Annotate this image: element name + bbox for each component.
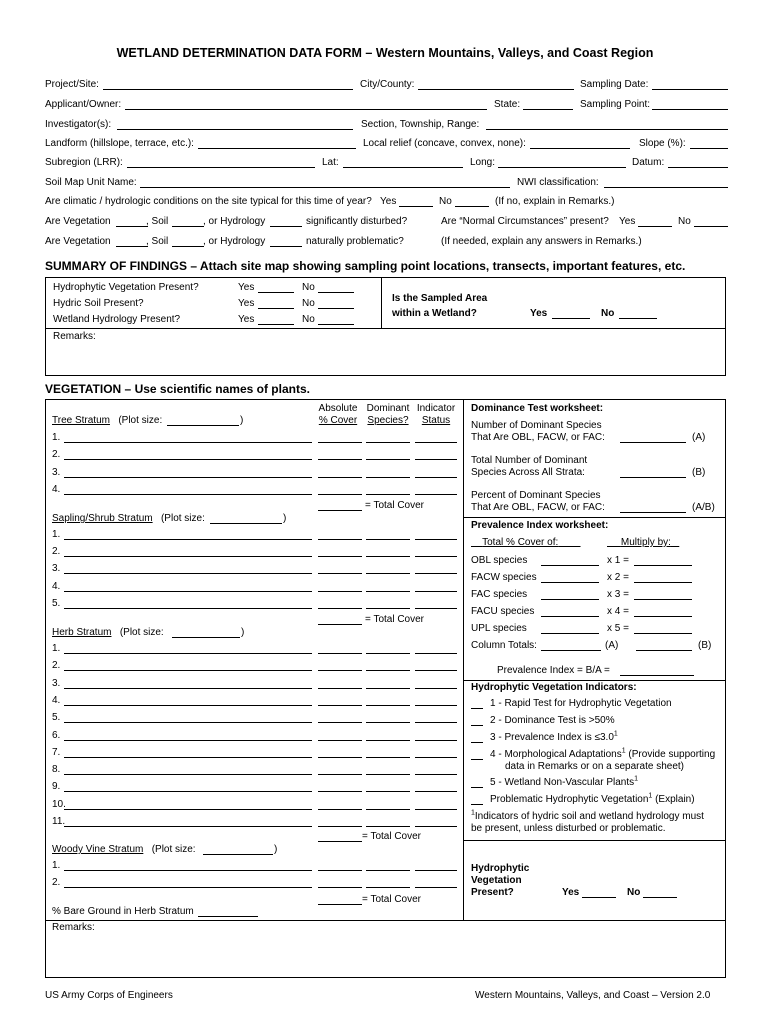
dominance-c-tag: (A/B) <box>692 502 715 513</box>
herb-row-number: 7. <box>52 747 61 758</box>
herb-row-number: 9. <box>52 781 61 792</box>
hydrology-label: , or Hydrology <box>203 216 266 227</box>
sapling-plot-size-field[interactable] <box>210 523 282 524</box>
herb-species-name-field[interactable] <box>64 722 312 723</box>
landform-field[interactable] <box>198 148 356 149</box>
sapling-indicator-status-field[interactable] <box>415 573 457 574</box>
herb-dominant-field[interactable] <box>366 740 410 741</box>
dominance-c-field[interactable] <box>620 512 686 513</box>
soil-disturbed-field[interactable] <box>172 226 204 227</box>
herb-total-cover-label: = Total Cover <box>362 831 422 842</box>
indicator-3-checkbox[interactable] <box>471 742 483 743</box>
city-county-field[interactable] <box>418 89 574 90</box>
hydrology-label-2: , or Hydrology <box>203 236 266 247</box>
dominance-divider <box>463 517 726 518</box>
prevalence-divider <box>463 680 726 681</box>
hydro-present-l1: Hydrophytic <box>471 863 530 874</box>
tree-plot-size-field[interactable] <box>167 425 239 426</box>
prevalence-multiplier-label: x 1 = <box>607 555 629 566</box>
sapling-species-name-field[interactable] <box>64 573 312 574</box>
sampling-point-field[interactable] <box>652 109 728 110</box>
hydro-veg-no-label: No <box>302 282 315 293</box>
sampled-area-label-2: within a Wetland? <box>392 308 477 319</box>
hydro-present-l3: Present? <box>471 887 514 898</box>
herb-dominant-field[interactable] <box>366 688 410 689</box>
prevalence-multiplier-label: x 2 = <box>607 572 629 583</box>
col-dominant-2: Species? <box>367 415 409 426</box>
project-site-field[interactable] <box>103 89 353 90</box>
sampled-yes-label: Yes <box>530 308 548 319</box>
tree-total-cover-field[interactable] <box>318 510 362 511</box>
prevalence-product-field[interactable] <box>634 582 692 583</box>
woody-plot-size-field[interactable] <box>203 854 273 855</box>
datum-field[interactable] <box>668 167 728 168</box>
herb-indicator-status-field[interactable] <box>415 722 457 723</box>
sapling-absolute-cover-field[interactable] <box>318 591 362 592</box>
tree-species-name-field[interactable] <box>64 494 312 495</box>
indicator-5-label: 5 - Wetland Non-Vascular Plants$^1$ <box>490 775 639 788</box>
column-total-b-field[interactable] <box>636 650 692 651</box>
soil-problematic-field[interactable] <box>172 246 204 247</box>
sapling-species-name-field[interactable] <box>64 608 312 609</box>
sig-disturbed-label: significantly disturbed? <box>306 216 408 227</box>
summary-remarks-label: Remarks: <box>53 331 96 342</box>
sapling-row-number: 4. <box>52 581 61 592</box>
sapling-dominant-field[interactable] <box>366 591 410 592</box>
herb-dominant-field[interactable] <box>366 670 410 671</box>
tree-absolute-cover-field[interactable] <box>318 459 362 460</box>
sapling-absolute-cover-field[interactable] <box>318 608 362 609</box>
climatic-no-label: No <box>439 196 452 207</box>
nwi-label: NWI classification: <box>517 177 599 188</box>
woody-dominant-field[interactable] <box>366 870 410 871</box>
indicator-4-checkbox[interactable] <box>471 759 483 760</box>
hydric-soil-label: Hydric Soil Present? <box>53 298 144 309</box>
prevalence-multiplier-label: x 3 = <box>607 589 629 600</box>
dominance-c-label-1: Percent of Dominant Species <box>471 490 601 501</box>
wetland-hydro-yes-field[interactable] <box>258 324 294 325</box>
tree-row-number: 2. <box>52 449 61 460</box>
indicator-6-checkbox[interactable] <box>471 804 483 805</box>
prevalence-product-field[interactable] <box>634 599 692 600</box>
are-vegetation-label: Are Vegetation <box>45 216 111 227</box>
soil-map-label: Soil Map Unit Name: <box>45 177 137 188</box>
project-site-label: Project/Site: <box>45 79 99 90</box>
herb-absolute-cover-field[interactable] <box>318 791 362 792</box>
normal-no-label: No <box>678 216 691 227</box>
hydro-present-yes-field[interactable] <box>582 897 616 898</box>
woody-species-name-field[interactable] <box>64 887 312 888</box>
wetland-hydro-yes-label: Yes <box>238 314 255 325</box>
woody-absolute-cover-field[interactable] <box>318 887 362 888</box>
prevalence-product-field[interactable] <box>634 633 692 634</box>
datum-label: Datum: <box>632 157 665 168</box>
woody-indicator-status-field[interactable] <box>415 870 457 871</box>
prevalence-heading: Prevalence Index worksheet: <box>471 520 609 531</box>
prevalence-row-label: FACW species <box>471 572 537 583</box>
bare-ground-field[interactable] <box>198 916 258 917</box>
vegetation-vdivider <box>463 399 464 920</box>
sapling-dominant-field[interactable] <box>366 608 410 609</box>
city-county-label: City/County: <box>360 79 415 90</box>
hydric-soil-no-field[interactable] <box>318 308 354 309</box>
herb-absolute-cover-field[interactable] <box>318 670 362 671</box>
herb-species-name-field[interactable] <box>64 653 312 654</box>
indicator-2-label: 2 - Dominance Test is >50% <box>490 715 615 726</box>
indicator-1-label: 1 - Rapid Test for Hydrophytic Vegetation <box>490 698 672 709</box>
tree-dominant-field[interactable] <box>366 442 410 443</box>
if-no-note: (If no, explain in Remarks.) <box>495 196 615 207</box>
sapling-species-name-field[interactable] <box>64 591 312 592</box>
tree-absolute-cover-field[interactable] <box>318 494 362 495</box>
herb-indicator-status-field[interactable] <box>415 705 457 706</box>
summary-divider <box>45 328 726 329</box>
col-absolute-2: % Cover <box>318 415 358 426</box>
wetland-hydro-label: Wetland Hydrology Present? <box>53 314 181 325</box>
herb-species-name-field[interactable] <box>64 705 312 706</box>
herb-plot-close: ) <box>241 627 245 638</box>
hydro-present-no-field[interactable] <box>643 897 677 898</box>
applicant-owner-field[interactable] <box>125 109 487 110</box>
indicator-6-label: Problematic Hydrophytic Vegetation$^1$ (Explain) <box>490 792 695 805</box>
sapling-absolute-cover-field[interactable] <box>318 556 362 557</box>
herb-dominant-field[interactable] <box>366 705 410 706</box>
indicators-heading: Hydrophytic Vegetation Indicators: <box>471 682 637 693</box>
state-label: State: <box>494 99 521 110</box>
herb-row-number: 11. <box>52 816 66 827</box>
herb-dominant-field[interactable] <box>366 757 410 758</box>
vegetation-remarks-divider <box>45 920 726 921</box>
woody-stratum-header: Woody Vine Stratum (Plot size: <box>52 844 196 855</box>
herb-row-number: 5. <box>52 712 61 723</box>
column-total-a-tag: (A) <box>605 640 619 651</box>
hydro-present-no-label: No <box>627 887 641 898</box>
indicator-1-checkbox[interactable] <box>471 708 483 709</box>
hydro-veg-label: Hydrophytic Vegetation Present? <box>53 282 199 293</box>
vegetation-heading: VEGETATION – Use scientific names of plants. <box>45 382 310 396</box>
tree-dominant-field[interactable] <box>366 477 410 478</box>
normal-no-field[interactable] <box>694 226 728 227</box>
dominance-b-label-2: Species Across All Strata: <box>471 467 585 478</box>
herb-species-name-field[interactable] <box>64 688 312 689</box>
herb-species-name-field[interactable] <box>64 757 312 758</box>
column-total-b-tag: (B) <box>698 640 712 651</box>
wetland-hydro-no-label: No <box>302 314 315 325</box>
lat-field[interactable] <box>343 167 463 168</box>
prevalence-index-field[interactable] <box>620 675 694 676</box>
sampled-no-label: No <box>601 308 615 319</box>
sapling-plot-close: ) <box>283 513 287 524</box>
dominance-a-label-2: That Are OBL, FACW, or FAC: <box>471 432 605 443</box>
are-vegetation-label-2: Are Vegetation <box>45 236 111 247</box>
indicator-note-2: be present, unless disturbed or problematic. <box>471 823 666 834</box>
tree-row-number: 4. <box>52 484 61 495</box>
tree-absolute-cover-field[interactable] <box>318 442 362 443</box>
herb-row-number: 6. <box>52 730 61 741</box>
woody-total-cover-field[interactable] <box>318 904 362 905</box>
nwi-field[interactable] <box>604 187 728 188</box>
indicator-5-checkbox[interactable] <box>471 787 483 788</box>
prevalence-total-cover-header: Total % Cover of: <box>482 537 559 548</box>
sapling-total-cover-field[interactable] <box>318 624 362 625</box>
climatic-no-field[interactable] <box>455 206 489 207</box>
indicators-divider <box>463 840 726 841</box>
woody-dominant-field[interactable] <box>366 887 410 888</box>
state-field[interactable] <box>523 109 573 110</box>
footer-left: US Army Corps of Engineers <box>45 990 173 1001</box>
prevalence-multiplier-label: x 4 = <box>607 606 629 617</box>
tree-indicator-status-field[interactable] <box>415 477 457 478</box>
herb-absolute-cover-field[interactable] <box>318 653 362 654</box>
herb-indicator-status-field[interactable] <box>415 757 457 758</box>
indicator-4-label-2: data in Remarks or on a separate sheet) <box>505 761 684 772</box>
climatic-question: Are climatic / hydrologic conditions on the site typical for this time of year? <box>45 196 372 207</box>
tree-plot-close: ) <box>240 415 244 426</box>
tree-row-number: 3. <box>52 467 61 478</box>
tree-indicator-status-field[interactable] <box>415 494 457 495</box>
column-total-a-field[interactable] <box>541 650 601 651</box>
summary-heading: SUMMARY OF FINDINGS – Attach site map showing sampling point locations, transects, important features, etc. <box>45 259 686 273</box>
herb-row-number: 10. <box>52 799 66 810</box>
herb-stratum-header: Herb Stratum (Plot size: <box>52 627 164 638</box>
woody-row-number: 1. <box>52 860 61 871</box>
herb-indicator-status-field[interactable] <box>415 653 457 654</box>
sapling-total-cover-label: = Total Cover <box>365 614 425 625</box>
soil-label-2: , Soil <box>146 236 169 247</box>
dominance-b-field[interactable] <box>620 477 686 478</box>
herb-plot-size-field[interactable] <box>172 637 240 638</box>
herb-indicator-status-field[interactable] <box>415 688 457 689</box>
normal-yes-label: Yes <box>619 216 636 227</box>
dominance-a-tag: (A) <box>692 432 706 443</box>
tree-indicator-status-field[interactable] <box>415 459 457 460</box>
if-needed-note: (If needed, explain any answers in Remarks.) <box>441 236 642 247</box>
dominance-heading: Dominance Test worksheet: <box>471 403 604 414</box>
sapling-indicator-status-field[interactable] <box>415 608 457 609</box>
herb-row-number: 3. <box>52 678 61 689</box>
prevalence-cover-field[interactable] <box>541 565 599 566</box>
dominance-a-field[interactable] <box>620 442 686 443</box>
woody-plot-close: ) <box>274 844 278 855</box>
section-field[interactable] <box>486 129 728 130</box>
sampling-date-field[interactable] <box>652 89 728 90</box>
sapling-dominant-field[interactable] <box>366 573 410 574</box>
long-field[interactable] <box>498 167 626 168</box>
prevalence-multiplier-label: x 5 = <box>607 623 629 634</box>
sampling-date-label: Sampling Date: <box>580 79 649 90</box>
long-label: Long: <box>470 157 496 168</box>
applicant-owner-label: Applicant/Owner: <box>45 99 122 110</box>
form-title: WETLAND DETERMINATION DATA FORM – Western Mountains, Valleys, and Coast Region <box>116 46 654 60</box>
lat-label: Lat: <box>322 157 339 168</box>
indicator-note-1: $^1$Indicators of hydric soil and wetland hydrology must <box>471 809 704 822</box>
sapling-indicator-status-field[interactable] <box>415 591 457 592</box>
herb-indicator-status-field[interactable] <box>415 826 457 827</box>
prevalence-product-field[interactable] <box>634 616 692 617</box>
soil-label: , Soil <box>146 216 169 227</box>
prevalence-multiply-header: Multiply by: <box>620 537 671 548</box>
climatic-yes-label: Yes <box>380 196 397 207</box>
herb-dominant-field[interactable] <box>366 653 410 654</box>
dominance-c-label-2: That Are OBL, FACW, or FAC: <box>471 502 605 513</box>
soil-map-field[interactable] <box>140 187 510 188</box>
herb-absolute-cover-field[interactable] <box>318 826 362 827</box>
sapling-species-name-field[interactable] <box>64 556 312 557</box>
herb-species-name-field[interactable] <box>64 740 312 741</box>
herb-species-name-field[interactable] <box>64 826 312 827</box>
tree-species-name-field[interactable] <box>64 442 312 443</box>
normal-circ-label: Are “Normal Circumstances” present? <box>441 216 609 227</box>
herb-dominant-field[interactable] <box>366 809 410 810</box>
hydro-veg-yes-field[interactable] <box>258 292 294 293</box>
herb-absolute-cover-field[interactable] <box>318 740 362 741</box>
herb-indicator-status-field[interactable] <box>415 809 457 810</box>
vegetation-disturbed-field[interactable] <box>116 226 148 227</box>
sapling-row-number: 3. <box>52 563 61 574</box>
herb-species-name-field[interactable] <box>64 774 312 775</box>
woody-absolute-cover-field[interactable] <box>318 870 362 871</box>
tree-dominant-field[interactable] <box>366 459 410 460</box>
col-indicator-1: Indicator <box>416 403 456 414</box>
sapling-indicator-status-field[interactable] <box>415 556 457 557</box>
tree-absolute-cover-field[interactable] <box>318 477 362 478</box>
dominance-b-tag: (B) <box>692 467 706 478</box>
prevalence-row-label: FACU species <box>471 606 535 617</box>
herb-total-cover-field[interactable] <box>318 841 362 842</box>
sapling-absolute-cover-field[interactable] <box>318 539 362 540</box>
dominance-a-label-1: Number of Dominant Species <box>471 420 602 431</box>
herb-dominant-field[interactable] <box>366 826 410 827</box>
hydrology-disturbed-field[interactable] <box>270 226 302 227</box>
sapling-dominant-field[interactable] <box>366 556 410 557</box>
sampled-yes-field[interactable] <box>552 318 590 319</box>
sampled-area-label-1: Is the Sampled Area <box>392 293 488 304</box>
sapling-row-number: 1. <box>52 529 61 540</box>
subregion-label: Subregion (LRR): <box>45 157 123 168</box>
summary-vdivider <box>381 277 382 328</box>
herb-absolute-cover-field[interactable] <box>318 757 362 758</box>
sapling-absolute-cover-field[interactable] <box>318 573 362 574</box>
herb-dominant-field[interactable] <box>366 722 410 723</box>
woody-row-number: 2. <box>52 877 61 888</box>
herb-absolute-cover-field[interactable] <box>318 688 362 689</box>
prevalence-cover-field[interactable] <box>541 599 599 600</box>
indicator-2-checkbox[interactable] <box>471 725 483 726</box>
hydro-veg-yes-label: Yes <box>238 282 255 293</box>
herb-row-number: 1. <box>52 643 61 654</box>
investigators-label: Investigator(s): <box>45 119 112 130</box>
herb-species-name-field[interactable] <box>64 809 312 810</box>
prevalence-product-field[interactable] <box>634 565 692 566</box>
tree-row-number: 1. <box>52 432 61 443</box>
herb-absolute-cover-field[interactable] <box>318 774 362 775</box>
herb-species-name-field[interactable] <box>64 670 312 671</box>
vegetation-remarks-label: Remarks: <box>52 922 95 933</box>
herb-indicator-status-field[interactable] <box>415 791 457 792</box>
sampling-point-label: Sampling Point: <box>580 99 651 110</box>
sapling-row-number: 2. <box>52 546 61 557</box>
herb-absolute-cover-field[interactable] <box>318 705 362 706</box>
sampled-no-field[interactable] <box>619 318 657 319</box>
normal-yes-field[interactable] <box>638 226 672 227</box>
hydric-soil-no-label: No <box>302 298 315 309</box>
sapling-indicator-status-field[interactable] <box>415 539 457 540</box>
local-relief-field[interactable] <box>530 148 630 149</box>
vegetation-problematic-field[interactable] <box>116 246 148 247</box>
hydric-soil-yes-field[interactable] <box>258 308 294 309</box>
prevalence-cover-field[interactable] <box>541 582 599 583</box>
prevalence-row-label: OBL species <box>471 555 528 566</box>
slope-label: Slope (%): <box>639 138 686 149</box>
nat-problematic-label: naturally problematic? <box>306 236 404 247</box>
hydrology-problematic-field[interactable] <box>270 246 302 247</box>
tree-total-cover-label: = Total Cover <box>365 500 425 511</box>
herb-indicator-status-field[interactable] <box>415 740 457 741</box>
climatic-yes-field[interactable] <box>399 206 433 207</box>
indicator-4-label: 4 - Morphological Adaptations$^1$ (Provide supporting <box>490 747 716 760</box>
herb-indicator-status-field[interactable] <box>415 670 457 671</box>
prevalence-index-label: Prevalence Index = B/A = <box>497 665 610 676</box>
tree-species-name-field[interactable] <box>64 477 312 478</box>
hydro-veg-no-field[interactable] <box>318 292 354 293</box>
sapling-stratum-header: Sapling/Shrub Stratum (Plot size: <box>52 513 205 524</box>
prevalence-cover-field[interactable] <box>541 616 599 617</box>
herb-dominant-field[interactable] <box>366 774 410 775</box>
prevalence-cover-field[interactable] <box>541 633 599 634</box>
herb-dominant-field[interactable] <box>366 791 410 792</box>
woody-total-cover-label: = Total Cover <box>362 894 422 905</box>
herb-row-number: 4. <box>52 695 61 706</box>
woody-indicator-status-field[interactable] <box>415 887 457 888</box>
tree-dominant-field[interactable] <box>366 494 410 495</box>
landform-label: Landform (hillslope, terrace, etc.): <box>45 138 194 149</box>
prevalence-row-label: FAC species <box>471 589 528 600</box>
hydric-soil-yes-label: Yes <box>238 298 255 309</box>
herb-indicator-status-field[interactable] <box>415 774 457 775</box>
subregion-field[interactable] <box>127 167 315 168</box>
slope-field[interactable] <box>690 148 728 149</box>
investigators-field[interactable] <box>117 129 353 130</box>
sapling-dominant-field[interactable] <box>366 539 410 540</box>
hydro-present-l2: Vegetation <box>471 875 522 886</box>
footer-right: Western Mountains, Valleys, and Coast – Version 2.0 <box>475 990 711 1001</box>
herb-absolute-cover-field[interactable] <box>318 722 362 723</box>
hydro-present-yes-label: Yes <box>562 887 580 898</box>
col-dominant-1: Dominant <box>366 403 410 414</box>
section-label: Section, Township, Range: <box>361 119 480 130</box>
bare-ground-label: % Bare Ground in Herb Stratum <box>52 906 194 917</box>
wetland-hydro-no-field[interactable] <box>318 324 354 325</box>
sapling-species-name-field[interactable] <box>64 539 312 540</box>
woody-species-name-field[interactable] <box>64 870 312 871</box>
indicator-3-label: 3 - Prevalence Index is $\le 3.0^1$ <box>490 730 618 743</box>
prevalence-row-label: UPL species <box>471 623 527 634</box>
tree-species-name-field[interactable] <box>64 459 312 460</box>
local-relief-label: Local relief (concave, convex, none): <box>363 138 526 149</box>
col-indicator-2: Status <box>421 415 451 426</box>
sapling-row-number: 5. <box>52 598 61 609</box>
herb-row-number: 8. <box>52 764 61 775</box>
herb-absolute-cover-field[interactable] <box>318 809 362 810</box>
tree-indicator-status-field[interactable] <box>415 442 457 443</box>
tree-stratum-header: Tree Stratum (Plot size: <box>52 415 163 426</box>
column-totals-label: Column Totals: <box>471 640 537 651</box>
herb-species-name-field[interactable] <box>64 791 312 792</box>
dominance-b-label-1: Total Number of Dominant <box>471 455 588 466</box>
herb-row-number: 2. <box>52 660 61 671</box>
col-absolute-1: Absolute <box>318 403 358 414</box>
